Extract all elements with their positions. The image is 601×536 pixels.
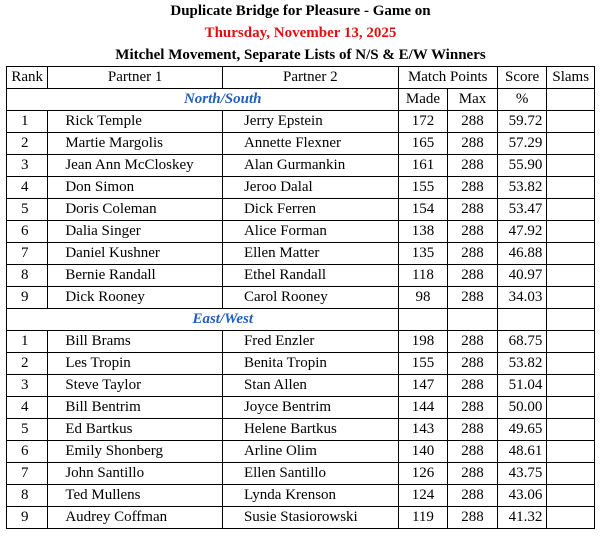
col-rank-header: Rank [7,67,48,89]
slams-cell [547,441,595,463]
rank-cell: 8 [7,485,48,507]
slams-cell [547,331,595,353]
partner2-cell: Alice Forman [222,221,398,243]
rank-cell: 1 [7,331,48,353]
table-row [7,199,595,221]
section-label: North/South [48,89,398,111]
rank-cell: 6 [7,441,48,463]
max-cell: 288 [448,397,498,419]
partner1-cell: Martie Margolis [48,133,223,155]
made-cell: 155 [398,353,448,375]
rank-cell: 8 [7,265,48,287]
results-body [7,89,595,529]
partner2-cell: Annette Flexner [222,133,398,155]
max-cell: 288 [448,507,498,529]
slams-cell [547,463,595,485]
col-partner2-header: Partner 2 [222,67,398,89]
partner2-cell: Susie Stasiorowski [222,507,398,529]
rank-cell: 9 [7,287,48,309]
score-cell: 46.88 [497,243,547,265]
made-cell: 147 [398,375,448,397]
table-row [7,375,595,397]
partner1-cell: Ed Bartkus [48,419,223,441]
score-cell: 55.90 [497,155,547,177]
max-cell: 288 [448,221,498,243]
results-table [6,66,595,529]
rank-cell: 3 [7,375,48,397]
col-match-points-header: Match Points [398,67,497,89]
slams-cell [547,419,595,441]
max-cell: 288 [448,287,498,309]
score-cell: 49.65 [497,419,547,441]
partner1-cell: Bill Bentrim [48,397,223,419]
max-cell: 288 [448,155,498,177]
table-row [7,221,595,243]
made-cell: 154 [398,199,448,221]
slams-cell [547,507,595,529]
made-cell: 140 [398,441,448,463]
table-row [7,133,595,155]
max-cell: 288 [448,177,498,199]
made-cell: 98 [398,287,448,309]
partner1-cell: John Santillo [48,463,223,485]
slams-cell [547,133,595,155]
section-label: East/West [48,309,398,331]
made-cell: 144 [398,397,448,419]
max-cell: 288 [448,331,498,353]
partner1-cell: Bernie Randall [48,265,223,287]
score-cell: 40.97 [497,265,547,287]
slams-cell [547,243,595,265]
partner2-cell: Helene Bartkus [222,419,398,441]
partner2-cell: Alan Gurmankin [222,155,398,177]
partner2-cell: Ellen Matter [222,243,398,265]
col-score-header: Score [497,67,547,89]
section-rank-cell [7,309,48,331]
partner2-cell: Dick Ferren [222,199,398,221]
section-score-cell [497,309,547,331]
partner1-cell: Ted Mullens [48,485,223,507]
partner1-cell: Rick Temple [48,111,223,133]
max-cell: 288 [448,111,498,133]
table-row [7,265,595,287]
table-row [7,507,595,529]
max-cell: 288 [448,441,498,463]
score-cell: 57.29 [497,133,547,155]
section-rank-cell [7,89,48,111]
max-cell: 288 [448,199,498,221]
made-cell: 165 [398,133,448,155]
partner1-cell: Doris Coleman [48,199,223,221]
section-slams-cell [547,309,595,331]
score-cell: 53.47 [497,199,547,221]
slams-cell [547,353,595,375]
rank-cell: 7 [7,463,48,485]
table-row [7,155,595,177]
table-row [7,331,595,353]
slams-cell [547,287,595,309]
rank-cell: 5 [7,419,48,441]
made-cell: 155 [398,177,448,199]
score-cell: 41.32 [497,507,547,529]
table-row [7,353,595,375]
table-row [7,463,595,485]
made-cell: 161 [398,155,448,177]
score-cell: 48.61 [497,441,547,463]
table-row [7,441,595,463]
table-row [7,243,595,265]
page-title: Duplicate Bridge for Pleasure - Game on [170,3,431,19]
partner1-cell: Dick Rooney [48,287,223,309]
made-cell: 143 [398,419,448,441]
max-cell: 288 [448,419,498,441]
col-max-header: Max [448,89,498,111]
score-cell: 51.04 [497,375,547,397]
partner2-cell: Lynda Krenson [222,485,398,507]
made-cell: 135 [398,243,448,265]
partner1-cell: Don Simon [48,177,223,199]
made-cell: 119 [398,507,448,529]
slams-cell [547,375,595,397]
slams-cell [547,199,595,221]
col-made-header: Made [398,89,448,111]
partner2-cell: Jeroo Dalal [222,177,398,199]
table-row [7,397,595,419]
partner2-cell: Ethel Randall [222,265,398,287]
rank-cell: 5 [7,199,48,221]
results-sheet [6,0,595,529]
max-cell: 288 [448,485,498,507]
rank-cell: 1 [7,111,48,133]
slams-cell [547,177,595,199]
score-cell: 53.82 [497,353,547,375]
rank-cell: 3 [7,155,48,177]
max-cell: 288 [448,463,498,485]
max-cell: 288 [448,243,498,265]
table-row [7,177,595,199]
slams-cell [547,111,595,133]
partner2-cell: Joyce Bentrim [222,397,398,419]
partner2-cell: Jerry Epstein [222,111,398,133]
table-row [7,485,595,507]
partner2-cell: Fred Enzler [222,331,398,353]
rank-cell: 4 [7,397,48,419]
max-cell: 288 [448,375,498,397]
slams-cell [547,397,595,419]
slams-cell [547,221,595,243]
partner2-cell: Stan Allen [222,375,398,397]
header-row [7,67,595,89]
score-cell: 59.72 [497,111,547,133]
rank-cell: 7 [7,243,48,265]
slams-cell [547,265,595,287]
score-cell: 43.06 [497,485,547,507]
max-cell: 288 [448,353,498,375]
max-cell: 288 [448,265,498,287]
table-row [7,111,595,133]
partner1-cell: Emily Shonberg [48,441,223,463]
made-cell: 198 [398,331,448,353]
made-cell: 124 [398,485,448,507]
rank-cell: 2 [7,133,48,155]
partner2-cell: Ellen Santillo [222,463,398,485]
made-cell: 118 [398,265,448,287]
made-cell: 138 [398,221,448,243]
score-cell: 47.92 [497,221,547,243]
partner1-cell: Steve Taylor [48,375,223,397]
rank-cell: 9 [7,507,48,529]
max-cell: 288 [448,133,498,155]
slams-cell [547,155,595,177]
partner2-cell: Benita Tropin [222,353,398,375]
made-cell: 126 [398,463,448,485]
partner1-cell: Daniel Kushner [48,243,223,265]
partner1-cell: Bill Brams [48,331,223,353]
score-cell: 43.75 [497,463,547,485]
section-row [7,309,595,331]
score-cell: 34.03 [497,287,547,309]
made-cell: 172 [398,111,448,133]
col-partner1-header: Partner 1 [48,67,223,89]
table-row [7,287,595,309]
score-cell: 53.82 [497,177,547,199]
partner1-cell: Jean Ann McCloskey [48,155,223,177]
col-percent-header: % [497,89,547,111]
slams-cell [547,485,595,507]
page-subtitle: Mitchel Movement, Separate Lists of N/S & E/W Winners [115,47,486,63]
section-row [7,89,595,111]
score-cell: 68.75 [497,331,547,353]
game-date: Thursday, November 13, 2025 [204,25,397,41]
section-max-cell [448,309,498,331]
rank-cell: 6 [7,221,48,243]
section-slams-cell [547,89,595,111]
table-row [7,419,595,441]
section-made-cell [398,309,448,331]
partner2-cell: Arline Olim [222,441,398,463]
partner2-cell: Carol Rooney [222,287,398,309]
rank-cell: 4 [7,177,48,199]
partner1-cell: Audrey Coffman [48,507,223,529]
partner1-cell: Dalia Singer [48,221,223,243]
partner1-cell: Les Tropin [48,353,223,375]
col-slams-header: Slams [547,67,595,89]
score-cell: 50.00 [497,397,547,419]
rank-cell: 2 [7,353,48,375]
